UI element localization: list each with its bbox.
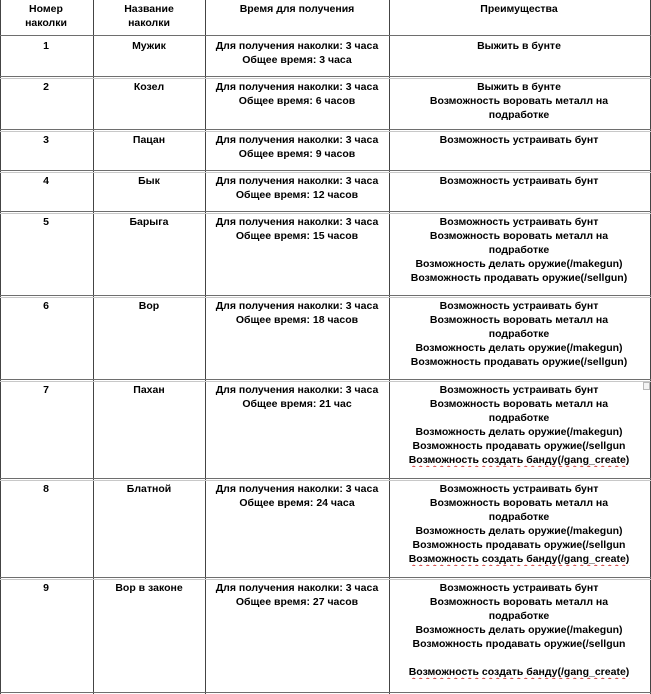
tattoo-name: Козел [133, 81, 165, 93]
tattoo-perks: Возможность устраивать бунт Возможность воровать металл на подработке Возможность делать оружие(/makegun) Возможность продавать оружие(/sellgun Возможность создать банду(/gang_create) [408, 483, 630, 565]
tattoo-number: 3 [43, 134, 49, 146]
tattoo-number: 5 [43, 216, 49, 228]
tattoo-number: 2 [43, 81, 49, 93]
grid-line [0, 379, 651, 380]
tattoo-perks: Выжить в бунте Возможность воровать металл на подработке [429, 81, 609, 121]
tattoo-time: Для получения наколки: 3 часа Общее время: 3 часа [215, 40, 379, 66]
tattoo-perks: Возможность устраивать бунт Возможность воровать металл на подработке Возможность делать оружие(/makegun) Возможность продавать оружие(/sellgun Возможность создать банду(/gang_create) [408, 384, 630, 466]
grid-line [0, 131, 651, 132]
tattoo-time: Для получения наколки: 3 часа Общее время: 18 часов [215, 300, 379, 326]
header-time: Время для получения [239, 3, 355, 15]
tattoo-name: Пахан [133, 384, 165, 396]
tattoo-name: Пацан [132, 134, 166, 146]
tattoo-time: Для получения наколки: 3 часа Общее время: 24 часа [215, 483, 379, 509]
tattoo-time: Для получения наколки: 3 часа Общее время: 6 часов [215, 81, 379, 107]
grid-line [0, 213, 651, 214]
grid-line [0, 78, 651, 79]
scroll-marker-icon [643, 382, 650, 390]
grid-line [0, 381, 651, 382]
tattoo-time: Для получения наколки: 3 часа Общее время: 9 часов [215, 134, 379, 160]
grid-line [0, 35, 651, 36]
tattoo-name: Барыга [129, 216, 169, 228]
header-number: Номер наколки [25, 3, 67, 29]
tattoo-name: Бык [138, 175, 160, 187]
grid-line [0, 480, 651, 481]
tattoo-perks: Возможность устраивать бунт Возможность воровать металл на подработке Возможность делать оружие(/makegun) Возможность продавать оружие(/sellgun Возможность создать банду(/gang_create) [408, 582, 630, 678]
grid-line [0, 579, 651, 580]
tattoo-name: Вор [138, 300, 160, 312]
grid-line [0, 478, 651, 479]
grid-line [0, 577, 651, 578]
tattoo-number: 1 [43, 40, 49, 52]
tattoo-time: Для получения наколки: 3 часа Общее время: 15 часов [215, 216, 379, 242]
tattoo-time: Для получения наколки: 3 часа Общее время: 12 часов [215, 175, 379, 201]
grid-line [0, 295, 651, 296]
tattoo-number: 8 [43, 483, 49, 495]
grid-line [0, 170, 651, 171]
tattoo-name: Мужик [132, 40, 166, 52]
tattoo-name: Вор в законе [115, 582, 183, 594]
tattoo-name: Блатной [126, 483, 172, 495]
header-name: Название наколки [124, 3, 174, 29]
tattoo-number: 7 [43, 384, 49, 396]
tattoo-perks: Возможность устраивать бунт Возможность воровать металл на подработке Возможность делать оружие(/makegun) Возможность продавать оружие(/sellgun) [410, 216, 628, 284]
grid-line [0, 172, 651, 173]
header-perks: Преимущества [480, 3, 558, 15]
tattoo-perks: Возможность устраивать бунт [439, 175, 599, 187]
tattoo-time: Для получения наколки: 3 часа Общее время: 21 час [215, 384, 379, 410]
tattoo-number: 6 [43, 300, 49, 312]
grid-line [0, 297, 651, 298]
grid-line [0, 692, 651, 693]
tattoo-perks: Возможность устраивать бунт [439, 134, 599, 146]
tattoo-number: 4 [43, 175, 49, 187]
grid-line [0, 211, 651, 212]
tattoo-perks: Возможность устраивать бунт Возможность воровать металл на подработке Возможность делать оружие(/makegun) Возможность продавать оружие(/sellgun) [410, 300, 628, 368]
grid-line [0, 129, 651, 130]
tattoo-perks: Выжить в бунте [477, 40, 561, 52]
grid-line [0, 76, 651, 77]
tattoo-time: Для получения наколки: 3 часа Общее время: 27 часов [215, 582, 379, 608]
tattoo-number: 9 [43, 582, 49, 594]
